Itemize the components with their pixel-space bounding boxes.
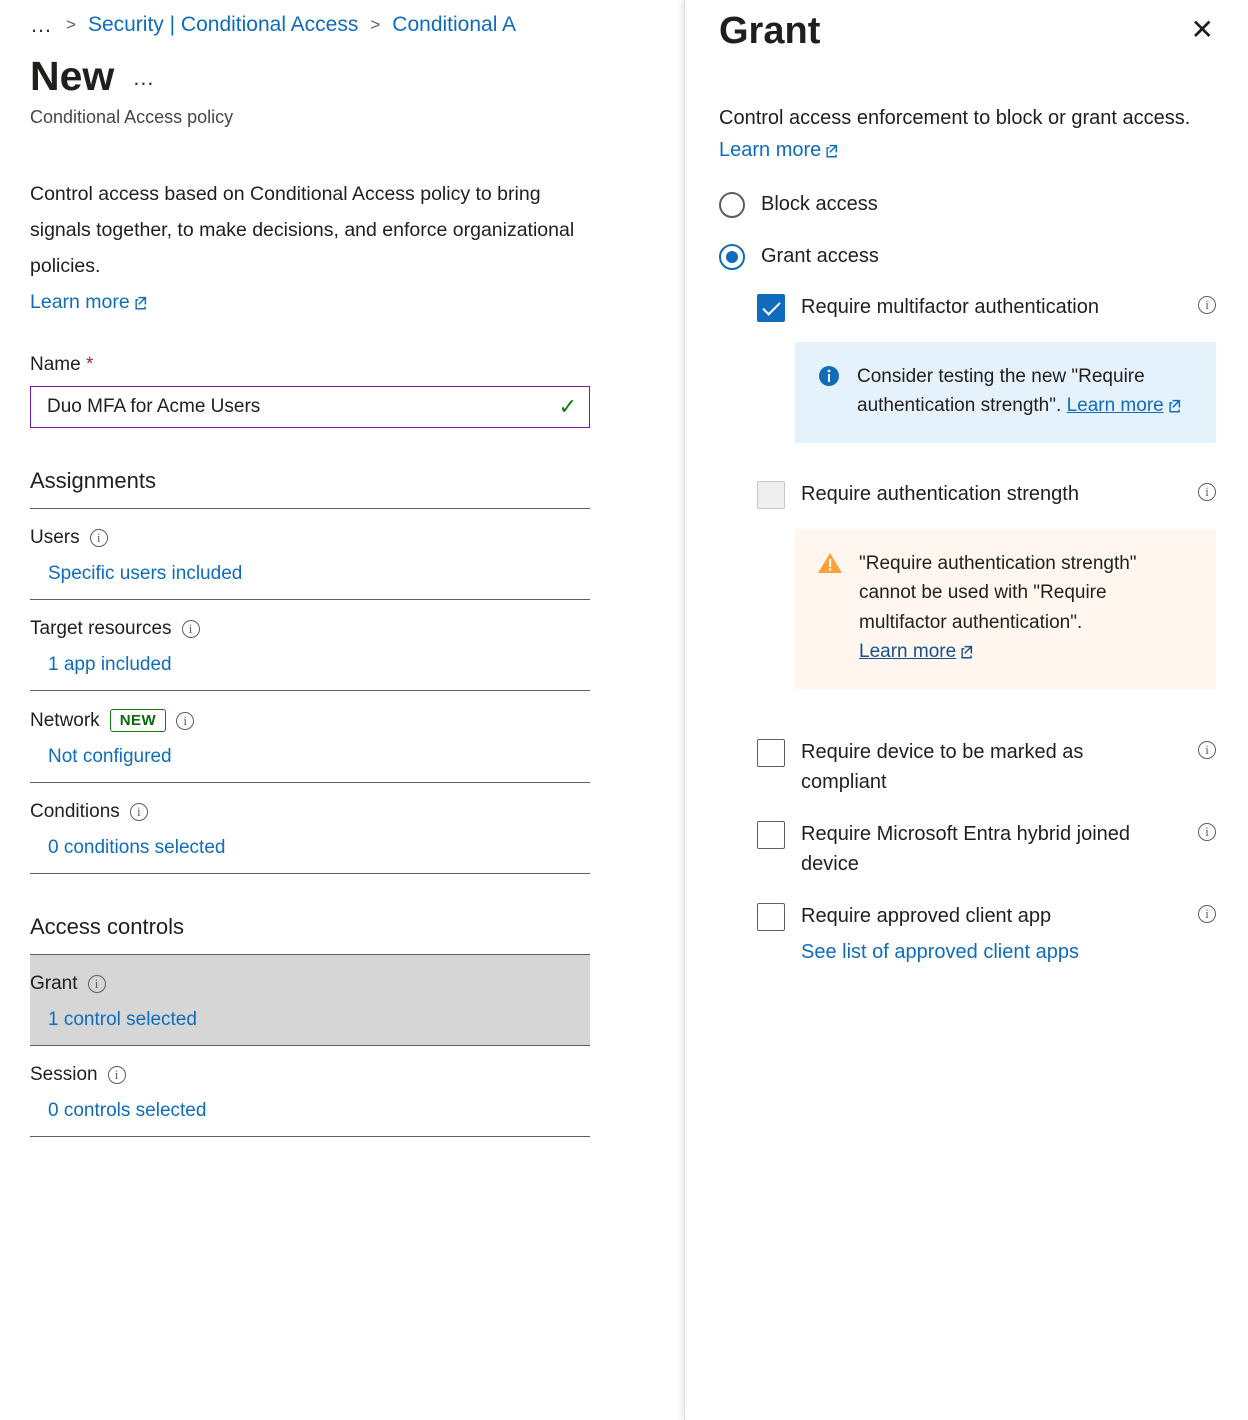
radio-icon-selected[interactable]: [719, 244, 745, 270]
assignment-row-network[interactable]: [30, 691, 590, 783]
checkbox-icon[interactable]: [757, 903, 785, 931]
row-label: [30, 1064, 590, 1086]
assignment-row-conditions[interactable]: [30, 783, 590, 874]
checkbox-require-mfa-label: Require multifactor authentication: [801, 295, 1099, 318]
row-label: [30, 709, 590, 732]
learn-more-label: Learn more: [719, 138, 822, 161]
grant-flyout-panel: [684, 0, 1248, 1420]
checkbox-require-compliant-device-label: Require device to be marked as compliant: [801, 740, 1084, 793]
users-label: Users: [30, 527, 80, 549]
info-message: [795, 342, 1216, 443]
checkbox-require-hybrid-joined-device[interactable]: [719, 819, 1216, 879]
info-message-text: Consider testing the new "Require authentication strength".: [857, 365, 1145, 417]
name-label-text: Name: [30, 354, 81, 376]
session-label: Session: [30, 1064, 98, 1086]
row-label: [30, 801, 590, 823]
page-more-actions-button[interactable]: …: [132, 65, 157, 90]
warning-triangle-icon: [817, 551, 843, 575]
assignment-row-target-resources[interactable]: [30, 600, 590, 691]
checkbox-icon-disabled[interactable]: [757, 481, 785, 509]
grant-panel-header: [719, 0, 1216, 52]
session-value[interactable]: 0 controls selected: [48, 1100, 207, 1122]
external-link-icon: [133, 295, 148, 310]
radio-icon[interactable]: [719, 192, 745, 218]
grant-label: Grant: [30, 973, 78, 995]
info-icon[interactable]: i: [130, 803, 148, 821]
learn-more-link[interactable]: [719, 139, 839, 161]
breadcrumb: [30, 0, 654, 38]
radio-grant-access-label: Grant access: [761, 245, 879, 268]
target-resources-value[interactable]: 1 app included: [48, 654, 172, 676]
policy-description: [30, 176, 575, 320]
page-subtitle: Conditional Access policy: [30, 107, 234, 127]
warning-message: [795, 529, 1216, 689]
breadcrumb-item-security-conditional-access[interactable]: Security | Conditional Access: [87, 13, 359, 36]
info-icon[interactable]: i: [1198, 483, 1216, 501]
breadcrumb-item-conditional-access[interactable]: Conditional A: [392, 13, 517, 36]
close-icon[interactable]: ✕: [1189, 12, 1216, 48]
checkbox-require-approved-client-app[interactable]: [719, 901, 1216, 931]
required-asterisk: *: [85, 354, 94, 376]
checkbox-require-auth-strength[interactable]: [719, 479, 1216, 509]
target-resources-label: Target resources: [30, 618, 172, 640]
access-controls-heading: Access controls: [30, 914, 590, 955]
row-label: [30, 618, 590, 640]
grant-value[interactable]: 1 control selected: [48, 1009, 197, 1031]
warning-message-body: [859, 549, 1194, 667]
checkbox-require-approved-client-app-label: Require approved client app: [801, 904, 1052, 927]
breadcrumb-separator-icon: >: [370, 15, 381, 34]
info-icon[interactable]: i: [1198, 823, 1216, 841]
info-icon[interactable]: i: [1198, 296, 1216, 314]
page-title-row: [30, 53, 654, 99]
checkbox-require-mfa[interactable]: [719, 292, 1216, 322]
breadcrumb-overflow-button[interactable]: …: [30, 12, 54, 37]
checkbox-icon[interactable]: [757, 821, 785, 849]
new-badge: NEW: [110, 709, 167, 732]
info-icon[interactable]: i: [90, 529, 108, 547]
external-link-icon: [1167, 398, 1182, 413]
approved-client-apps-link[interactable]: See list of approved client apps: [801, 940, 1079, 963]
external-link-icon: [824, 143, 839, 158]
learn-more-link[interactable]: [859, 641, 974, 662]
checkbox-require-compliant-device[interactable]: [719, 737, 1216, 797]
conditions-label: Conditions: [30, 801, 120, 823]
external-link-icon: [959, 644, 974, 659]
policy-description-text: Control access based on Conditional Access policy to bring signals together, to make decisions, and enforce organizational policies.: [30, 183, 575, 278]
learn-more-label: Learn more: [1066, 395, 1164, 417]
info-circle-icon: [817, 364, 841, 388]
info-icon[interactable]: i: [88, 975, 106, 993]
checkbox-icon[interactable]: [757, 739, 785, 767]
users-value[interactable]: Specific users included: [48, 563, 243, 585]
breadcrumb-separator-icon: >: [66, 15, 76, 34]
row-label: [30, 527, 590, 549]
info-icon[interactable]: i: [176, 712, 194, 730]
info-icon[interactable]: i: [108, 1066, 126, 1084]
info-icon[interactable]: i: [1198, 741, 1216, 759]
info-icon[interactable]: i: [1198, 905, 1216, 923]
assignment-row-users[interactable]: [30, 509, 590, 600]
name-input[interactable]: [45, 395, 559, 419]
checkbox-icon-checked[interactable]: [757, 294, 785, 322]
grant-panel-title: Grant: [719, 10, 821, 52]
valid-check-icon: ✓: [558, 394, 577, 420]
access-control-row-session[interactable]: [30, 1046, 590, 1137]
learn-more-link[interactable]: [1067, 395, 1182, 416]
network-label: Network: [30, 709, 100, 731]
checkbox-require-auth-strength-label: Require authentication strength: [801, 482, 1079, 505]
info-icon[interactable]: i: [182, 620, 200, 638]
name-field-label: [30, 354, 654, 376]
radio-block-access[interactable]: [719, 192, 1216, 218]
access-control-row-grant[interactable]: [30, 955, 590, 1046]
row-label: [30, 973, 590, 995]
network-value[interactable]: Not configured: [48, 746, 172, 768]
radio-grant-access[interactable]: [719, 244, 1216, 270]
info-message-body: [857, 362, 1194, 421]
grant-description-text: Control access enforcement to block or grant access.: [719, 106, 1191, 129]
radio-block-access-label: Block access: [761, 193, 878, 216]
conditions-value[interactable]: 0 conditions selected: [48, 837, 226, 859]
assignments-heading: Assignments: [30, 468, 590, 509]
page-title: New: [30, 53, 115, 99]
warning-message-text: "Require authentication strength" cannot be used with "Require multifactor authentication".: [859, 552, 1137, 633]
learn-more-label: Learn more: [859, 641, 957, 663]
name-input-wrapper[interactable]: [30, 386, 590, 428]
checkbox-require-hybrid-joined-device-label: Require Microsoft Entra hybrid joined device: [801, 822, 1131, 875]
learn-more-label: Learn more: [30, 291, 130, 314]
learn-more-link[interactable]: [30, 291, 148, 313]
grant-panel-description: [719, 102, 1216, 166]
